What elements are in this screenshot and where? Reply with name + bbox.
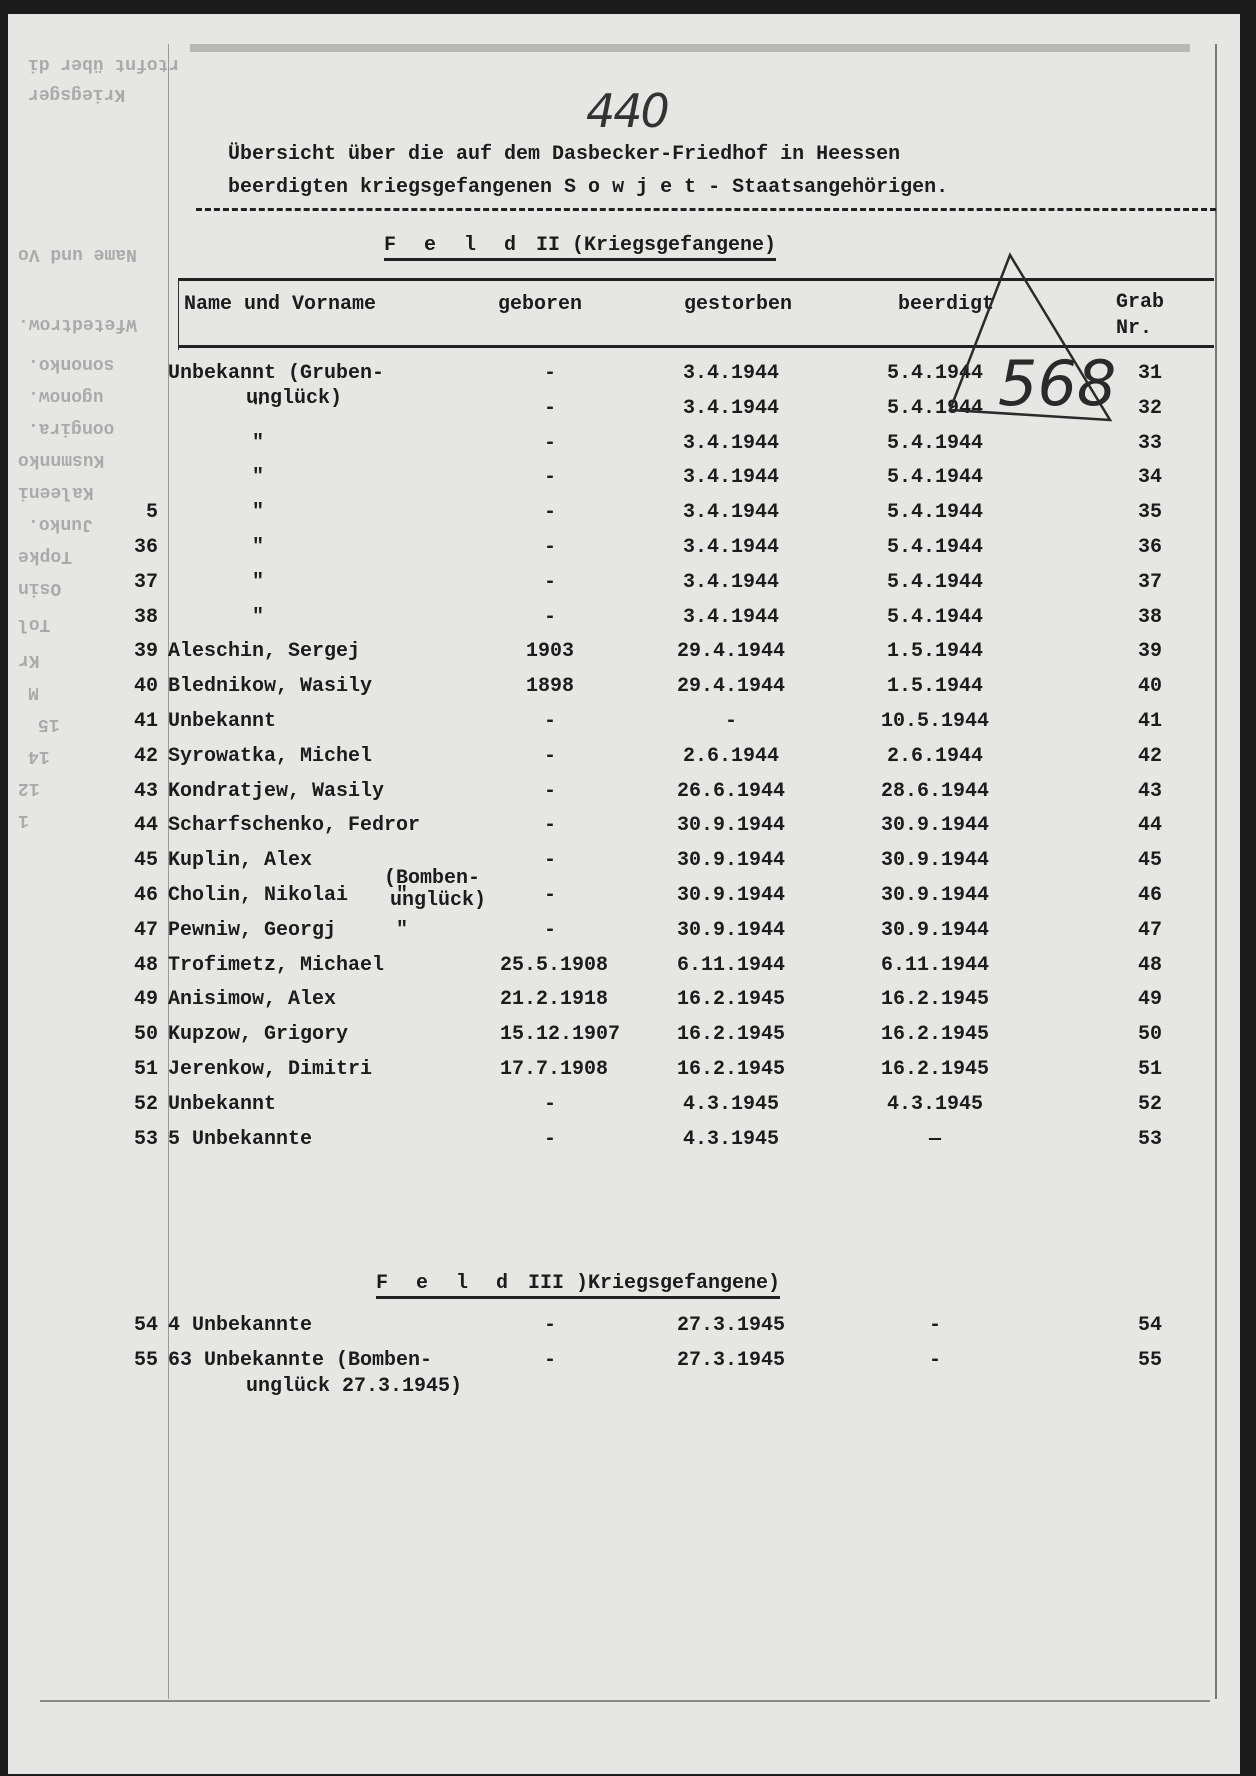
table-row <box>0 432 1256 466</box>
cell-name: Unbekannt (Gruben- <box>168 362 385 385</box>
cell-grave: 48 <box>1137 953 1162 977</box>
table-row <box>0 1128 1256 1162</box>
cell-grave: 43 <box>1137 779 1162 803</box>
table-row <box>0 849 1256 883</box>
cell-born: 21.2.1918 <box>500 988 609 1012</box>
cell-died: 29.4.1944 <box>676 675 786 699</box>
title-line-1: Übersicht über die auf dem Dasbecker-Friedhof in Heessen <box>228 143 901 166</box>
table-row <box>0 675 1256 709</box>
mirror-text: 14 <box>28 746 50 766</box>
feld3-heading <box>376 1272 780 1299</box>
table-row <box>0 780 1256 814</box>
table-row <box>0 1349 1256 1383</box>
cell-buried: 6.11.1944 <box>880 953 990 977</box>
mirror-text: Kriegsger <box>28 84 126 104</box>
cell-name: Kondratjew, Wasily <box>168 779 385 803</box>
cell-died: - <box>724 710 737 733</box>
cell-buried: 16.2.1945 <box>880 988 990 1012</box>
table-left-rule <box>178 280 179 350</box>
cell-died: 3.4.1944 <box>682 431 779 455</box>
cell-grave: 51 <box>1137 1058 1162 1081</box>
table-row <box>0 814 1256 848</box>
mirror-text: ugonow. <box>28 386 104 406</box>
cell-name: Unbekannt <box>168 710 277 733</box>
row45-note-line1: (Bomben- <box>384 867 481 890</box>
triangle-stamp <box>940 250 1120 430</box>
col-header-buried: beerdigt <box>898 293 995 316</box>
cell-died: 3.4.1944 <box>682 362 779 385</box>
row-index: 49 <box>133 988 158 1012</box>
cell-grave: 44 <box>1137 814 1162 838</box>
mirror-text: sononko. <box>28 354 115 374</box>
table-row <box>0 1093 1256 1127</box>
cell-died: 3.4.1944 <box>682 466 779 490</box>
cell-died: 3.4.1944 <box>682 605 779 629</box>
cell-name: Syrowatka, Michel <box>168 744 373 768</box>
cell-buried: 5.4.1944 <box>886 362 983 385</box>
table-row <box>0 571 1256 605</box>
cell-buried: 4.3.1945 <box>886 1092 983 1116</box>
row31-note-continuation: unglück) <box>246 387 343 410</box>
mirror-text: Tol <box>18 614 51 634</box>
cell-buried: 2.6.1944 <box>886 744 983 768</box>
cell-name: Scharfschenko, Fedror <box>168 814 421 838</box>
cell-buried: 5.4.1944 <box>886 501 983 525</box>
cell-grave: 50 <box>1137 1023 1162 1047</box>
mirror-text: Topke <box>18 546 73 566</box>
document-title <box>228 138 948 204</box>
cell-born: 1898 <box>525 675 574 699</box>
cell-name: Pewniw, Georgj " <box>168 918 409 942</box>
cell-died: 3.4.1944 <box>682 536 779 559</box>
cell-died: 6.11.1944 <box>676 953 786 977</box>
cell-buried: 16.2.1945 <box>880 1023 990 1047</box>
cell-grave: 46 <box>1137 884 1162 907</box>
cell-buried: 5.4.1944 <box>886 536 983 559</box>
table-row <box>0 606 1256 640</box>
cell-born: - <box>543 849 556 873</box>
table-row <box>0 884 1256 918</box>
mirror-text: 15 <box>38 714 60 734</box>
cell-buried: 28.6.1944 <box>880 779 990 803</box>
cell-grave: 47 <box>1137 918 1162 942</box>
cell-name: " <box>168 501 265 525</box>
row-index: 44 <box>133 814 158 838</box>
feld3-heading-prefix: F e l d <box>376 1272 517 1295</box>
col-header-name: Name und Vorname <box>184 293 377 316</box>
table-row <box>0 640 1256 674</box>
row-index: 47 <box>133 918 158 942</box>
row-index: 43 <box>133 779 158 803</box>
row-index: 39 <box>133 640 158 664</box>
cell-grave: 49 <box>1137 988 1162 1012</box>
table-row <box>0 1058 1256 1092</box>
cell-buried: 30.9.1944 <box>880 814 990 838</box>
cell-born: - <box>543 501 556 525</box>
cell-died: 4.3.1945 <box>682 1127 779 1151</box>
mirror-text: Name und Vo <box>18 244 137 264</box>
col-header-grave-line2: Nr. <box>1116 317 1153 340</box>
feld3-heading-rest: III )Kriegsgefangene) <box>516 1272 781 1295</box>
cell-name: 4 Unbekannte <box>168 1314 313 1337</box>
cell-name: " <box>168 570 265 594</box>
cell-name: " <box>168 396 265 420</box>
cell-born: - <box>543 1314 556 1337</box>
mirror-text: M <box>28 682 39 702</box>
cell-died: 4.3.1945 <box>682 1092 779 1116</box>
row-index: 48 <box>133 953 158 977</box>
table-row <box>0 536 1256 570</box>
cell-born: - <box>543 396 556 420</box>
table-row <box>0 501 1256 535</box>
cell-born: - <box>543 466 556 490</box>
cell-died: 30.9.1944 <box>676 884 786 907</box>
cell-name: Unbekannt <box>168 1092 277 1116</box>
cell-grave: 53 <box>1137 1127 1162 1151</box>
cell-buried: — <box>928 1127 941 1151</box>
mirror-text: 1 <box>18 810 29 830</box>
cell-grave: 52 <box>1137 1092 1162 1116</box>
mirror-text: rtofnt über di <box>28 54 180 74</box>
cell-born: - <box>543 884 556 907</box>
mirror-text: Osin <box>18 578 62 598</box>
cell-died: 16.2.1945 <box>676 1058 786 1081</box>
cell-name: 5 Unbekannte <box>168 1127 313 1151</box>
cell-name: " <box>168 536 265 559</box>
row-index: 55 <box>133 1348 158 1372</box>
table-row <box>0 1314 1256 1348</box>
row-index: 52 <box>133 1092 158 1116</box>
cell-grave: 33 <box>1137 431 1162 455</box>
mirror-text: oongira. <box>28 418 115 438</box>
cell-died: 3.4.1944 <box>682 396 779 420</box>
stamp-number: 568 <box>998 347 1117 420</box>
cell-born: - <box>543 362 556 385</box>
cell-born: - <box>543 536 556 559</box>
cell-born: - <box>543 570 556 594</box>
cell-name: " <box>168 431 265 455</box>
cell-name: " <box>168 466 265 490</box>
cell-died: 3.4.1944 <box>682 501 779 525</box>
cell-grave: 31 <box>1137 362 1162 385</box>
cell-grave: 54 <box>1137 1314 1162 1337</box>
row-index: 46 <box>133 884 158 907</box>
cell-died: 29.4.1944 <box>676 640 786 664</box>
cell-name: Cholin, Nikolai " <box>168 884 409 907</box>
row-index: 42 <box>133 744 158 768</box>
cell-name: Kuplin, Alex <box>168 849 313 873</box>
cell-died: 27.3.1945 <box>676 1314 786 1337</box>
col-header-grave-line1: Grab <box>1116 291 1165 314</box>
cell-died: 3.4.1944 <box>682 570 779 594</box>
feld2-heading-prefix: F e l d <box>384 234 525 257</box>
title-line-2: beerdigten kriegsgefangenen S o w j e t - Staatsangehörigen. <box>228 176 949 199</box>
cell-grave: 37 <box>1137 570 1162 594</box>
cell-name: Aleschin, Sergej <box>168 640 361 664</box>
cell-died: 16.2.1945 <box>676 1023 786 1047</box>
cell-born: - <box>543 1348 556 1372</box>
cell-buried: 5.4.1944 <box>886 605 983 629</box>
cell-buried: 30.9.1944 <box>880 918 990 942</box>
row45-note-line2: unglück) <box>390 889 487 912</box>
cell-buried: 1.5.1944 <box>886 640 983 664</box>
mirror-text: 12 <box>18 778 40 798</box>
cell-grave: 36 <box>1137 536 1162 559</box>
table-row <box>0 919 1256 953</box>
cell-name: Jerenkow, Dimitri <box>168 1058 373 1081</box>
row-index: 45 <box>133 849 158 873</box>
table-row <box>0 954 1256 988</box>
cell-died: 30.9.1944 <box>676 814 786 838</box>
cell-grave: 34 <box>1137 466 1162 490</box>
cell-born: - <box>543 1092 556 1116</box>
col-header-grave <box>1116 290 1164 342</box>
row55-note-continuation: unglück 27.3.1945) <box>246 1375 463 1398</box>
cell-died: 30.9.1944 <box>676 918 786 942</box>
mirror-text: Kusmnnko <box>18 450 105 470</box>
cell-name: Blednikow, Wasily <box>168 675 373 699</box>
cell-born: 15.12.1907 <box>500 1023 621 1047</box>
mirror-text: Wfetedtrow. <box>18 314 137 334</box>
cell-buried: 5.4.1944 <box>886 570 983 594</box>
sheet-bottom-edge <box>40 1700 1210 1702</box>
cell-grave: 42 <box>1137 744 1162 768</box>
table-row <box>0 710 1256 744</box>
row-index: 50 <box>133 1023 158 1047</box>
cell-born: - <box>543 710 556 733</box>
cell-buried: 16.2.1945 <box>880 1058 990 1081</box>
cell-born: - <box>543 779 556 803</box>
row-index: 37 <box>133 570 158 594</box>
col-header-died: gestorben <box>684 293 793 316</box>
cell-buried: 30.9.1944 <box>880 884 990 907</box>
cell-grave: 35 <box>1137 501 1162 525</box>
cell-born: - <box>543 744 556 768</box>
table-row <box>0 988 1256 1022</box>
cell-born: - <box>543 605 556 629</box>
cell-buried: 5.4.1944 <box>886 396 983 420</box>
col-header-born: geboren <box>498 293 583 316</box>
cell-grave: 40 <box>1137 675 1162 699</box>
cell-died: 27.3.1945 <box>676 1348 786 1372</box>
row-index: 51 <box>133 1058 158 1081</box>
cell-grave: 41 <box>1137 710 1162 733</box>
cell-name: Trofimetz, Michael <box>168 953 385 977</box>
handwritten-folio-number: 440 <box>586 84 668 138</box>
cell-buried: - <box>928 1348 941 1372</box>
cell-grave: 32 <box>1137 396 1162 420</box>
sheet-top-edge <box>190 44 1190 52</box>
cell-died: 2.6.1944 <box>682 744 779 768</box>
cell-name: " <box>168 605 265 629</box>
cell-born: - <box>543 1127 556 1151</box>
cell-buried: 1.5.1944 <box>886 675 983 699</box>
mirror-text: Junko. <box>28 514 93 534</box>
cell-buried: 5.4.1944 <box>886 431 983 455</box>
cell-grave: 38 <box>1137 605 1162 629</box>
row-index: 41 <box>133 710 158 733</box>
table-row <box>0 745 1256 779</box>
table-row <box>0 1023 1256 1057</box>
cell-name: 63 Unbekannte (Bomben- <box>168 1348 433 1372</box>
cell-died: 26.6.1944 <box>676 779 786 803</box>
cell-born: - <box>543 918 556 942</box>
cell-name: Kupzow, Grigory <box>168 1023 349 1047</box>
feld2-heading-rest: II (Kriegsgefangene) <box>524 234 777 257</box>
feld2-heading <box>384 234 776 261</box>
row-index: 5 <box>145 501 158 525</box>
cell-born: 1903 <box>525 640 574 664</box>
row-index: 36 <box>133 536 158 559</box>
cell-buried: - <box>928 1314 941 1337</box>
mirror-text: Kr <box>18 650 40 670</box>
dashed-divider <box>196 208 1216 211</box>
cell-name: Anisimow, Alex <box>168 988 337 1012</box>
row-index: 53 <box>133 1127 158 1151</box>
cell-buried: 10.5.1944 <box>880 710 990 733</box>
cell-born: 17.7.1908 <box>500 1058 609 1081</box>
mirror-text: Kaleeni <box>18 482 94 502</box>
cell-grave: 55 <box>1137 1348 1162 1372</box>
row-index: 54 <box>133 1314 158 1337</box>
cell-born: - <box>543 814 556 838</box>
cell-grave: 45 <box>1137 849 1162 873</box>
cell-buried: 30.9.1944 <box>880 849 990 873</box>
table-row <box>0 466 1256 500</box>
cell-died: 30.9.1944 <box>676 849 786 873</box>
cell-born: - <box>543 431 556 455</box>
cell-buried: 5.4.1944 <box>886 466 983 490</box>
row-index: 40 <box>133 675 158 699</box>
cell-born: 25.5.1908 <box>500 953 609 977</box>
cell-died: 16.2.1945 <box>676 988 786 1012</box>
row-index: 38 <box>133 605 158 629</box>
cell-grave: 39 <box>1137 640 1162 664</box>
